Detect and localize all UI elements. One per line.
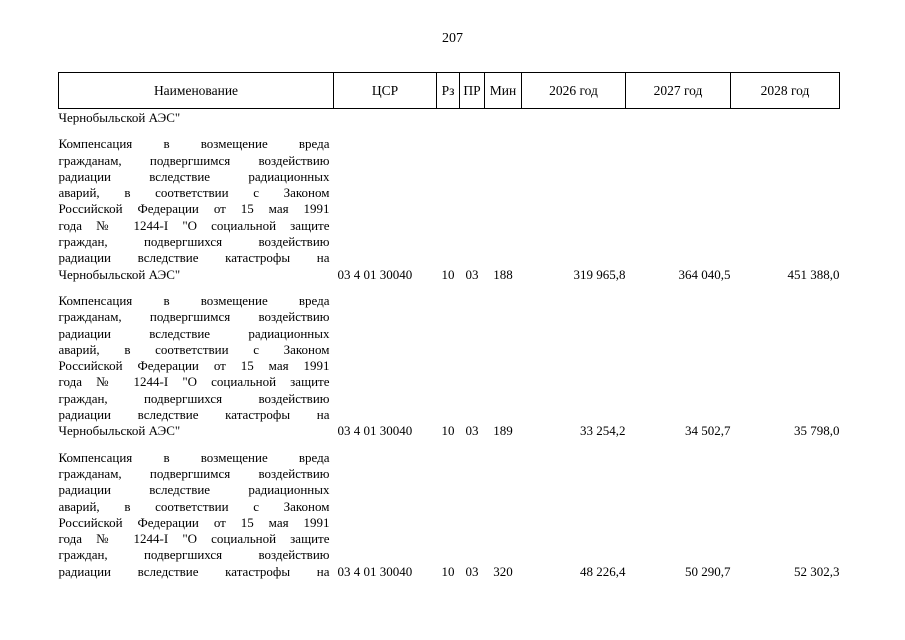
table-row	[59, 293, 840, 440]
continuation-text: Чернобыльской АЭС"	[58, 110, 181, 125]
header-csr: ЦСР	[334, 73, 437, 109]
row-min: 189	[493, 423, 513, 439]
row-name-line: граждан, подвергшихся воздействию	[58, 547, 330, 563]
row-value-2027: 364 040,5	[678, 266, 731, 282]
row-name-line: аварий, в соответствии с Законом	[58, 185, 330, 201]
row-name-line: года № 1244-I "О социальной защите	[58, 531, 330, 547]
row-name-line: Компенсация в возмещение вреда	[58, 292, 330, 308]
row-name	[59, 136, 334, 283]
row-name-line: Компенсация в возмещение вреда	[58, 136, 330, 152]
row-name-line: Компенсация в возмещение вреда	[58, 449, 330, 465]
row-name-line: аварий, в соответствии с Законом	[58, 498, 330, 514]
row-name-line: гражданам, подвергшимся воздействию	[58, 152, 330, 168]
header-2028: 2028 год	[731, 73, 840, 109]
row-spacer	[59, 440, 840, 450]
row-min: 320	[493, 563, 513, 579]
row-spacer	[59, 126, 840, 136]
row-name-line: радиации вследствие радиационных	[58, 325, 330, 341]
row-pr: 03	[465, 563, 479, 579]
table-row	[59, 450, 840, 580]
row-name-line: граждан, подвергшихся воздействию	[58, 234, 330, 250]
row-name	[59, 450, 334, 580]
row-rz: 10	[441, 266, 455, 282]
header-min: Мин	[485, 73, 522, 109]
header-2027: 2027 год	[626, 73, 731, 109]
table-body	[59, 109, 840, 581]
row-value-2028: 35 798,0	[794, 423, 840, 439]
header-rz: Рз	[437, 73, 460, 109]
row-value-2028: 451 388,0	[787, 266, 840, 282]
row-value-2027: 34 502,7	[685, 423, 731, 439]
row-name-line: радиации вследствие катастрофы на	[58, 407, 330, 423]
row-name	[59, 293, 334, 440]
row-name-line: Российской Федерации от 15 мая 1991	[58, 358, 330, 374]
row-pr: 03	[465, 266, 479, 282]
row-name-line: гражданам, подвергшимся воздействию	[58, 309, 330, 325]
row-name-line: Российской Федерации от 15 мая 1991	[58, 514, 330, 530]
row-csr: 03 4 01 30040	[337, 563, 413, 579]
row-rz: 10	[441, 423, 455, 439]
header-pr: ПР	[460, 73, 485, 109]
header-name: Наименование	[59, 73, 334, 109]
row-name-line: аварий, в соответствии с Законом	[58, 341, 330, 357]
row-name-line: Чернобыльской АЭС"	[58, 266, 181, 282]
row-csr: 03 4 01 30040	[337, 266, 413, 282]
row-name-line: радиации вследствие радиационных	[58, 482, 330, 498]
continuation-row	[59, 109, 840, 127]
row-name-line: радиации вследствие радиационных	[58, 168, 330, 184]
header-2026: 2026 год	[522, 73, 626, 109]
row-spacer	[59, 283, 840, 293]
row-csr: 03 4 01 30040	[337, 423, 413, 439]
row-name-line: радиации вследствие катастрофы на	[58, 250, 330, 266]
row-name-line: граждан, подвергшихся воздействию	[58, 390, 330, 406]
row-min: 188	[493, 266, 513, 282]
budget-table	[58, 72, 840, 580]
row-name-line: Чернобыльской АЭС"	[58, 423, 181, 439]
row-name-line: года № 1244-I "О социальной защите	[58, 217, 330, 233]
row-rz: 10	[441, 563, 455, 579]
page-number: 207	[442, 31, 463, 46]
table-header	[59, 73, 840, 109]
row-value-2026: 48 226,4	[580, 563, 626, 579]
row-value-2026: 33 254,2	[580, 423, 626, 439]
row-name-line: Российской Федерации от 15 мая 1991	[58, 201, 330, 217]
table-row	[59, 136, 840, 283]
row-value-2026: 319 965,8	[573, 266, 626, 282]
row-name-line: радиации вследствие катастрофы на	[58, 563, 330, 579]
row-name-line: года № 1244-I "О социальной защите	[58, 374, 330, 390]
row-value-2028: 52 302,3	[794, 563, 840, 579]
row-pr: 03	[465, 423, 479, 439]
row-value-2027: 50 290,7	[685, 563, 731, 579]
row-name-line: гражданам, подвергшимся воздействию	[58, 465, 330, 481]
